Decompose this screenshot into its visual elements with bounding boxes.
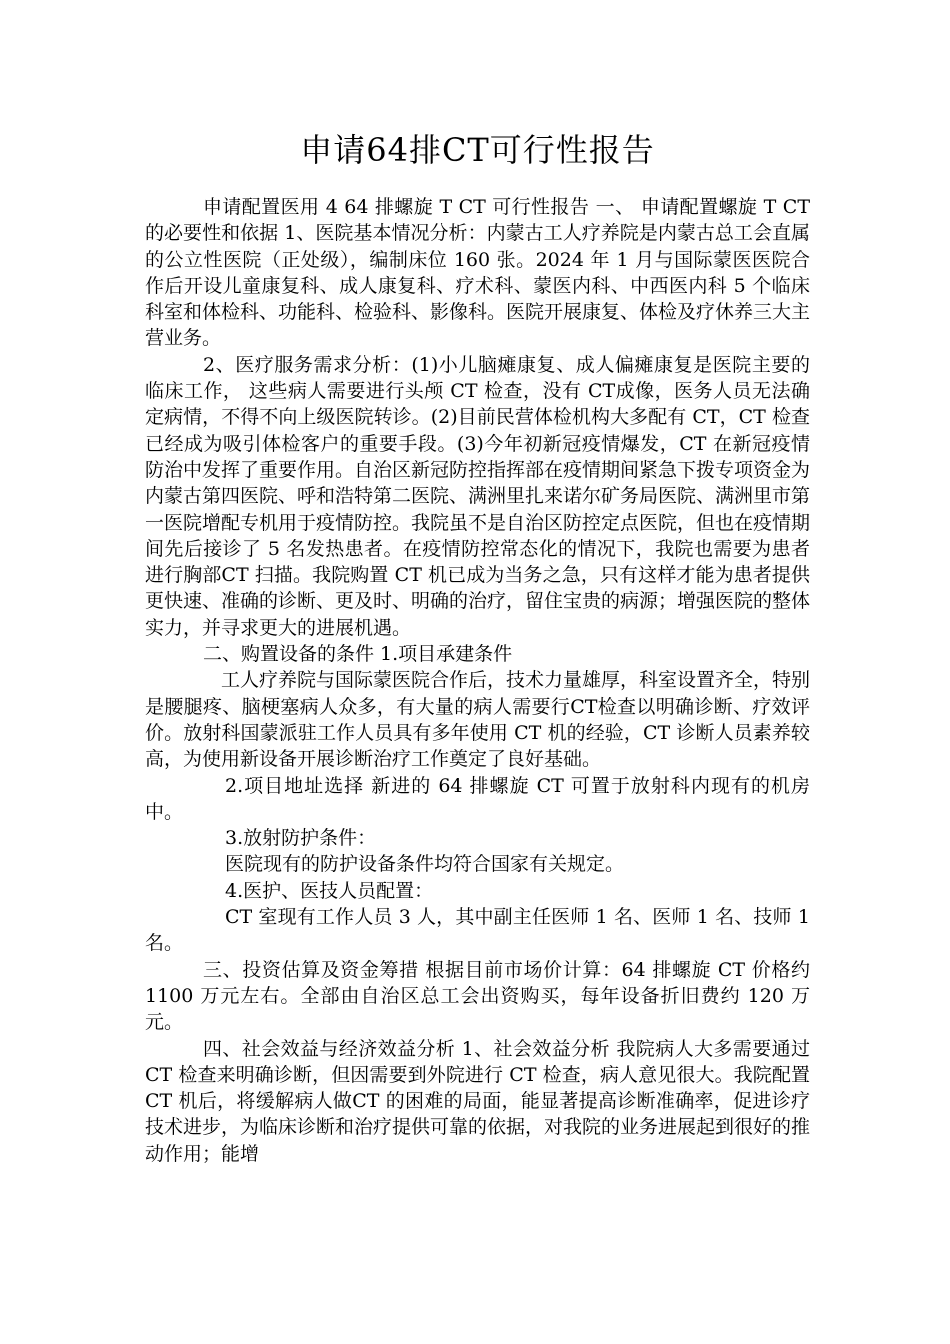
- paragraph-radiation-protection: 医院现有的防护设备条件均符合国家有关规定。: [225, 853, 625, 876]
- document-page: [145, 0, 810, 1167]
- paragraph-project-conditions: 工人疗养院与国际蒙医院合作后，技术力量雄厚，科室设置齐全，特别是腰腿疼、脑梗塞病人众多，有大量的病人需要行CT检查以明确诊断、疗效评价。放射科国蒙派驻工作人员具有多年使用 CT 机的经验，CT 诊断人员素养较高，为使用新设备开展诊断治疗工作奠定了良好基础。: [145, 669, 811, 771]
- paragraph-intro: 申请配置医用 4 64 排螺旋 T CT 可行性报告 一、 申请配置螺旋 T CT 的必要性和依据 1、医院基本情况分析：内蒙古工人疗养院是内蒙古总工会直属的公立性医院（正处级），编制床位 160 张。2024 年 1 月与国际蒙医医院合作后开设儿童康复科、成人康复科、疗术科、蒙医内科、中西医内科 5 个临床科室和体检科、功能科、检验科、影像科。医院开展康复、体检及疗休养三大主营业务。: [145, 196, 811, 350]
- subheading-radiation-protection: 3.放射防护条件：: [225, 827, 377, 850]
- paragraph-staff: CT 室现有工作人员 3 人，其中副主任医师 1 名、医师 1 名、技师 1 名。: [145, 906, 810, 955]
- paragraph-investment: 三、投资估算及资金筹措 根据目前市场价计算：64 排螺旋 CT 价格约 1100 万元左右。全部由自治区总工会出资购买，每年设备折旧费约 120 万元。: [145, 958, 810, 1034]
- page-title: 申请64排CT可行性报告: [300, 131, 655, 169]
- section-heading-equipment-conditions: 二、购置设备的条件 1.项目承建条件: [203, 643, 513, 666]
- paragraph-benefits: 四、社会效益与经济效益分析 1、社会效益分析 我院病人大多需要通过 CT 检查来明确诊断，但因需要到外院进行 CT 检查，病人意见很大。我院配置 CT 机后，将缓解病人做CT 的困难的局面，能显著提高诊断准确率，促进诊疗技术进步，为临床诊断和治疗提供可靠的依据，对我院的业务进展起到很好的推动作用；能增: [145, 1037, 811, 1165]
- document-body: [145, 194, 810, 1167]
- paragraph-demand-analysis: 2、医疗服务需求分析：(1)小儿脑瘫康复、成人偏瘫康复是医院主要的临床工作， 这些病人需要进行头颅 CT 检查，没有 CT成像，医务人员无法确定病情，不得不向上级医院转诊。(2)目前民营体检机构大多配有 CT，CT 检查已经成为吸引体检客户的重要手段。(3)今年初新冠疫情爆发，CT 在新冠疫情防治中发挥了重要作用。自治区新冠防控指挥部在疫情期间紧急下拨专项资金为内蒙古第四医院、呼和浩特第二医院、满洲里扎来诺尔矿务局医院、满洲里市第一医院增配专机用于疫情防控。我院虽不是自治区防控定点医院，但也在疫情期间先后接诊了 5 名发热患者。在疫情防控常态化的情况下，我院也需要为患者进行胸部CT 扫描。我院购置 CT 机已成为当务之急，只有这样才能为患者提供更快速、准确的诊断、更及时、明确的治疗，留住宝贵的病源；增强医院的整体实力，并寻求更大的进展机遇。: [145, 353, 811, 639]
- subheading-staff: 4.医护、医技人员配置：: [225, 879, 434, 902]
- paragraph-site-selection: 2.项目地址选择 新进的 64 排螺旋 CT 可置于放射科内现有的机房中。: [145, 774, 810, 823]
